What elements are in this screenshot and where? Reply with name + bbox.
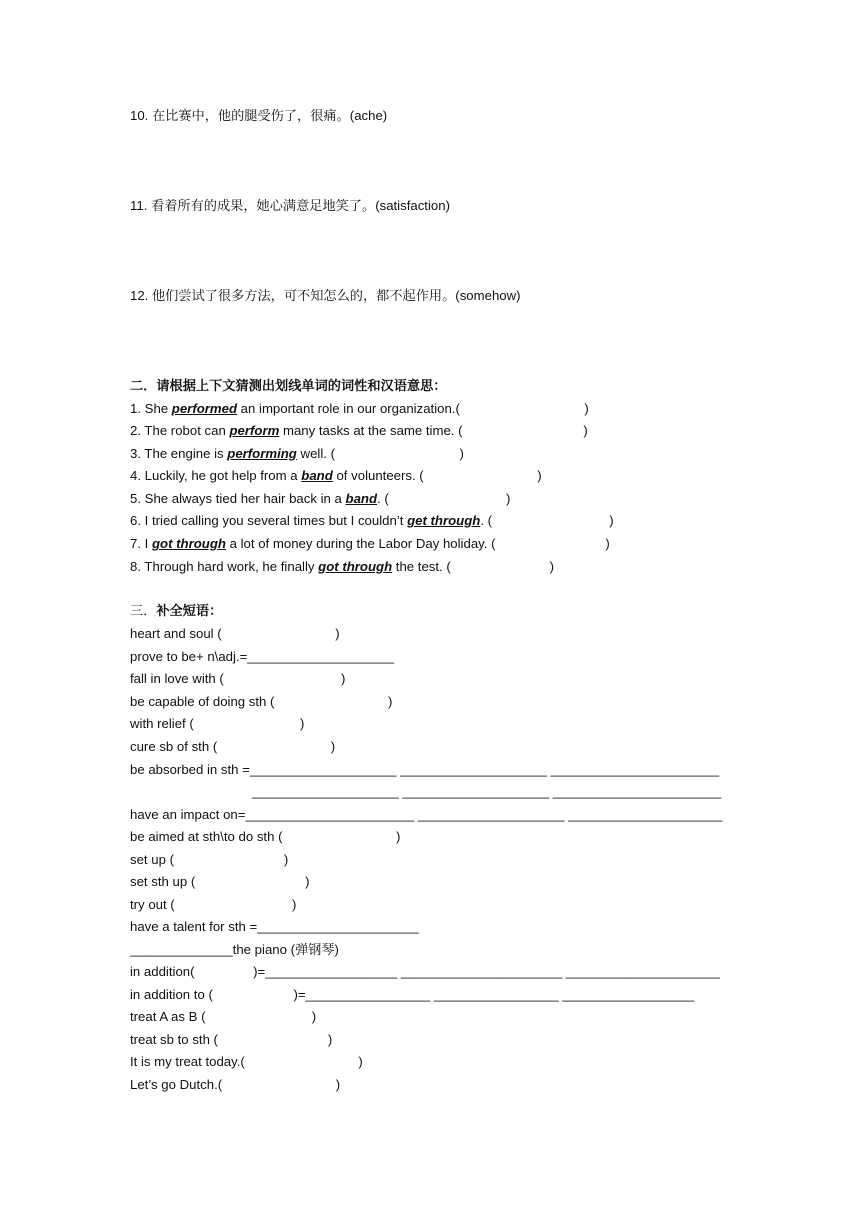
underlined-keyword: perform xyxy=(229,423,280,438)
phrase-line: treat sb to sth ( ) xyxy=(130,1032,333,1047)
item-text: 3. The engine is xyxy=(130,446,228,461)
underlined-keyword: got through xyxy=(152,536,226,551)
section3-heading xyxy=(130,602,222,620)
section2-item-6 xyxy=(130,512,614,530)
section2-item-1 xyxy=(130,400,589,418)
section2-item-3 xyxy=(130,445,464,463)
phrase-line: in addition to ( )=_________________ _________________ __________________ xyxy=(130,987,695,1002)
phrase-line: cure sb of sth ( ) xyxy=(130,739,336,754)
item-text: 1. She xyxy=(130,401,172,416)
phrase-line: Let’s go Dutch.( ) xyxy=(130,1077,341,1092)
item-text: 7. I xyxy=(130,536,152,551)
phrase-line: be aimed at sth\to do sth ( ) xyxy=(130,829,401,844)
item-text: 6. I tried calling you several times but I couldn’t xyxy=(130,513,408,528)
phrase-line: set sth up ( ) xyxy=(130,874,310,889)
translation-item-11: 11. 看着所有的成果，她心满意足地笑了。(satisfaction) xyxy=(130,198,450,213)
phrase-line: prove to be+ n\adj.=____________________ xyxy=(130,649,394,664)
item-text: 2. The robot can xyxy=(130,423,230,438)
underlined-keyword: performing xyxy=(227,446,297,461)
section2-item-8 xyxy=(130,558,554,576)
item-text: 4. Luckily, he got help from a xyxy=(130,468,302,483)
phrase-line: heart and soul ( ) xyxy=(130,626,340,641)
phrase-line: try out ( ) xyxy=(130,897,297,912)
item-text: of volunteers. ( ) xyxy=(332,468,542,483)
item-text: the test. ( ) xyxy=(392,559,555,574)
translation-item-10: 10. 在比赛中，他的腿受伤了，很痛。(ache) xyxy=(130,108,388,123)
translation-item-12: 12. 他们尝试了很多方法，可不知怎么的，都不起作用。(somehow) xyxy=(130,288,521,303)
underlined-keyword: got through xyxy=(318,559,393,574)
section2-item-5 xyxy=(130,490,510,508)
item-text: an important role in our organization.( ) xyxy=(237,401,589,416)
item-text: a lot of money during the Labor Day holiday. ( ) xyxy=(225,536,610,551)
underlined-keyword: performed xyxy=(171,401,238,416)
item-text: well. ( ) xyxy=(296,446,464,461)
phrase-line: be capable of doing sth ( ) xyxy=(130,694,393,709)
item-text: 8. Through hard work, he finally xyxy=(130,559,319,574)
section3-title: 补全短语： xyxy=(156,603,223,618)
item-text: . ( ) xyxy=(377,491,511,506)
phrase-line: treat A as B ( ) xyxy=(130,1009,317,1024)
item-text: . ( ) xyxy=(480,513,614,528)
phrase-line: be absorbed in sth =____________________ ____________________ _______________________ xyxy=(130,762,720,777)
item-text: many tasks at the same time. ( ) xyxy=(279,423,588,438)
phrase-line: in addition( )=__________________ ______________________ _____________________ xyxy=(130,964,720,979)
section2-item-7 xyxy=(130,535,610,553)
phrase-line: have a talent for sth =______________________ xyxy=(130,919,419,934)
section2-item-4 xyxy=(130,467,542,485)
item-text: 5. She always tied her hair back in a xyxy=(130,491,346,506)
phrase-line: ______________the piano (弹钢琴) xyxy=(130,942,339,957)
section2-heading: 二．请根据上下文猜测出划线单词的词性和汉语意思： xyxy=(130,378,447,393)
section2-item-2 xyxy=(130,422,588,440)
phrase-line: with relief ( ) xyxy=(130,716,305,731)
underlined-keyword: band xyxy=(345,491,378,506)
phrase-line: It is my treat today.( ) xyxy=(130,1054,363,1069)
phrase-line-continuation: ____________________ ____________________ _______________________ xyxy=(252,784,722,799)
section3-number: 三． xyxy=(130,603,157,618)
underlined-keyword: get through xyxy=(407,513,481,528)
phrase-line: set up ( ) xyxy=(130,852,289,867)
underlined-keyword: band xyxy=(301,468,333,483)
phrase-line: fall in love with ( ) xyxy=(130,671,346,686)
phrase-line: have an impact on=_______________________ ____________________ _____________________ xyxy=(130,807,723,822)
